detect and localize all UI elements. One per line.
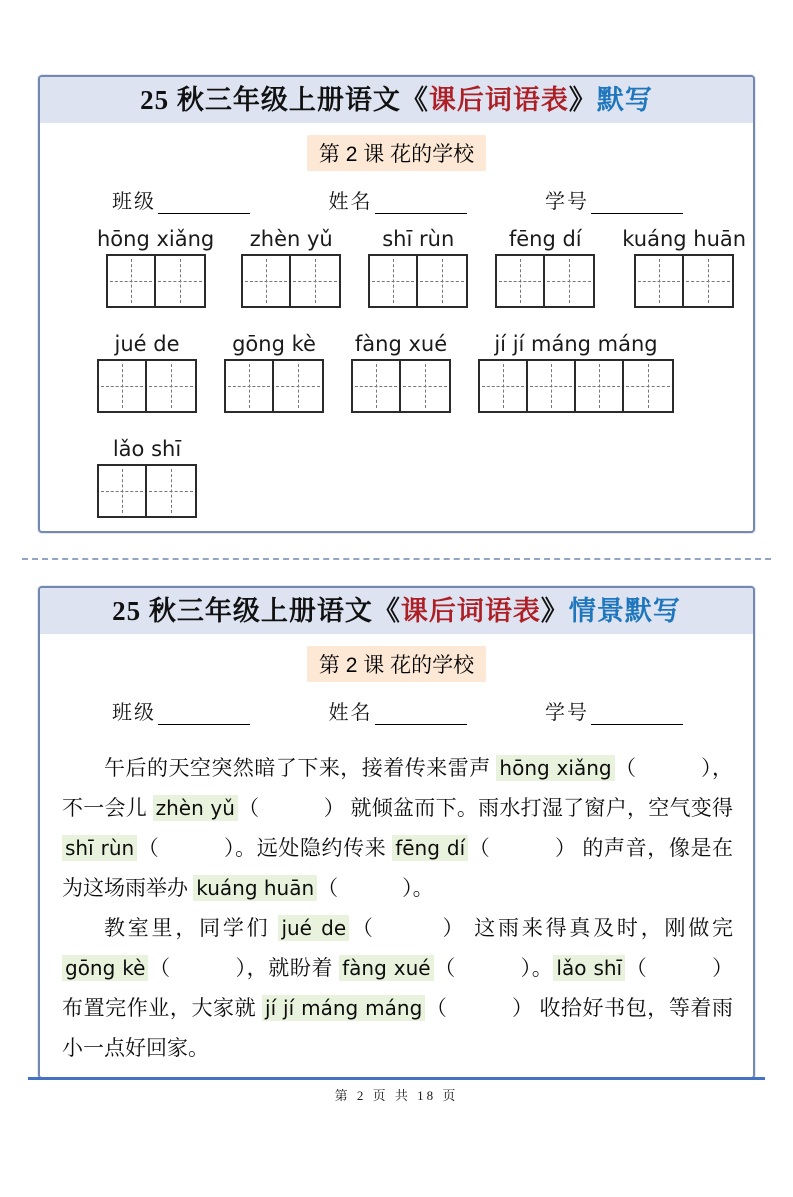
pinyin-label: hōng xiǎng: [97, 227, 215, 251]
grid-cell[interactable]: [528, 361, 576, 411]
paren-close: ）: [711, 956, 734, 980]
paren-open: （: [433, 956, 456, 980]
title-prefix: 25 秋三年级上册语文: [112, 596, 373, 626]
student-info-field: [545, 185, 683, 213]
student-info-field: [112, 696, 250, 724]
fill-in-line[interactable]: [158, 194, 250, 214]
word-row: [97, 332, 753, 413]
pinyin-label: zhèn yǔ: [249, 227, 333, 251]
book-title: 课后词语表: [428, 85, 569, 115]
pinyin-hint: jué de: [278, 915, 349, 941]
book-mark-close: 》: [568, 85, 597, 115]
passage-text: 这雨来得真及时，刚做完: [466, 916, 734, 940]
lesson-badge: 第 2 课 花的学校: [307, 646, 486, 682]
passage-text: 午后的天空突然暗了下来，接着传来雷声: [104, 756, 497, 780]
pinyin-label: jí jí máng máng: [494, 332, 658, 356]
pinyin-label: jué de: [114, 332, 180, 356]
grid-cell[interactable]: [480, 361, 528, 411]
pinyin-hint: kuáng huān: [193, 875, 317, 901]
grid-cell[interactable]: [576, 361, 624, 411]
field-label: 学号: [545, 191, 589, 213]
pinyin-hint: fēng dí: [392, 835, 468, 861]
pinyin-label: fēng dí: [508, 227, 582, 251]
book-mark-open: 《: [372, 596, 401, 626]
book-title: 课后词语表: [400, 596, 541, 626]
writing-grid: [495, 254, 595, 308]
grid-cell[interactable]: [684, 256, 732, 306]
grid-cell[interactable]: [370, 256, 418, 306]
writing-grid: [351, 359, 451, 413]
word-group: [351, 332, 451, 413]
answer-blank: [148, 956, 246, 980]
paren-open: （: [468, 836, 491, 860]
field-label: 姓名: [328, 191, 373, 213]
lesson-badge-row: [40, 646, 753, 678]
paren-close: ）: [700, 756, 713, 780]
paren-open: （: [614, 756, 637, 780]
answer-blank: [615, 756, 712, 780]
paren-close: ）: [223, 836, 236, 860]
answer-blank: [349, 916, 466, 940]
grid-cell[interactable]: [108, 256, 156, 306]
pinyin-hint: lǎo shī: [553, 955, 625, 981]
answer-blank: [425, 996, 533, 1020]
paren-open: （: [349, 916, 376, 940]
passage-text: 。: [412, 876, 434, 900]
fill-in-line[interactable]: [591, 705, 683, 725]
writing-grid: [368, 254, 468, 308]
writing-grid: [106, 254, 206, 308]
title-suffix: 默写: [596, 85, 653, 115]
passage-text: ，不一会儿: [62, 756, 734, 820]
pinyin-label: gōng kè: [232, 332, 316, 356]
grid-cell[interactable]: [147, 361, 195, 411]
passage-text: 。远处隐约传来: [235, 836, 393, 860]
answer-blank: [468, 836, 576, 860]
word-group: [241, 227, 341, 308]
answer-blank: [238, 796, 345, 820]
book-mark-close: 》: [540, 596, 569, 626]
field-label: 班级: [112, 702, 156, 724]
grid-cell[interactable]: [99, 361, 147, 411]
lesson-badge: 第 2 课 花的学校: [307, 135, 486, 171]
grid-cell[interactable]: [497, 256, 545, 306]
paren-open: （: [148, 956, 171, 980]
answer-blank: [137, 836, 235, 860]
student-info-field: [545, 696, 683, 724]
fill-in-line[interactable]: [591, 194, 683, 214]
student-info-row: [112, 185, 683, 213]
title-suffix: 情景默写: [568, 596, 681, 626]
section1-title: [40, 77, 753, 123]
writing-grid: [224, 359, 324, 413]
pinyin-hint: fàng xué: [339, 955, 434, 981]
grid-cell[interactable]: [624, 361, 672, 411]
grid-cell[interactable]: [147, 466, 195, 516]
paren-open: （: [317, 876, 339, 900]
word-row: [97, 437, 753, 518]
pinyin-label: lǎo shī: [112, 437, 182, 461]
word-group: [97, 437, 197, 518]
fill-in-line[interactable]: [375, 194, 467, 214]
field-label: 学号: [545, 702, 589, 724]
passage-text: 收拾好书包，等着雨小一点好回家。: [62, 996, 734, 1060]
writing-grid: [241, 254, 341, 308]
paren-close: ）: [511, 996, 534, 1020]
word-group: [622, 227, 746, 308]
writing-grid: [634, 254, 734, 308]
student-info-field: [329, 185, 467, 213]
writing-grid: [97, 464, 197, 518]
word-group: [97, 332, 197, 413]
passage-text: ，就盼着: [246, 956, 340, 980]
grid-cell[interactable]: [353, 361, 401, 411]
passage-paragraph: [62, 748, 733, 908]
pinyin-hint: hōng xiǎng: [496, 755, 614, 781]
passage-text: 。: [531, 956, 554, 980]
pinyin-label: fàng xué: [354, 332, 448, 356]
field-label: 姓名: [328, 702, 373, 724]
lesson-badge-row: [40, 135, 753, 167]
fill-in-line[interactable]: [375, 705, 467, 725]
student-info-row: [112, 696, 683, 724]
section-divider: [22, 558, 771, 560]
grid-cell[interactable]: [545, 256, 593, 306]
word-group: [478, 332, 674, 413]
paren-open: （: [625, 956, 648, 980]
dictation-sheet: [38, 75, 755, 533]
grid-cell[interactable]: [274, 361, 322, 411]
word-row: [97, 227, 753, 308]
section2-title: [40, 588, 753, 634]
paren-close: ）: [323, 796, 345, 820]
grid-cell[interactable]: [636, 256, 684, 306]
pinyin-hint: jí jí máng máng: [262, 995, 425, 1021]
grid-cell[interactable]: [99, 466, 147, 516]
grid-cell[interactable]: [243, 256, 291, 306]
word-grid-area: [97, 227, 753, 518]
paren-open: （: [425, 996, 448, 1020]
word-group: [495, 227, 595, 308]
pinyin-label: shī rùn: [382, 227, 455, 251]
paren-open: （: [137, 836, 160, 860]
paren-open: （: [237, 796, 260, 820]
paren-close: ）: [234, 956, 247, 980]
paren-close: ）: [554, 836, 577, 860]
pinyin-hint: gōng kè: [62, 955, 148, 981]
writing-grid: [97, 359, 197, 413]
writing-grid: [478, 359, 674, 413]
grid-cell[interactable]: [291, 256, 339, 306]
fill-in-line[interactable]: [158, 705, 250, 725]
grid-cell[interactable]: [156, 256, 204, 306]
passage-paragraph: [62, 908, 733, 1068]
passage-text: 布置完作业，大家就: [62, 996, 263, 1020]
pinyin-hint: zhèn yǔ: [153, 795, 238, 821]
answer-blank: [625, 956, 733, 980]
grid-cell[interactable]: [401, 361, 449, 411]
footer-rule: [28, 1077, 765, 1080]
page-number: 第 2 页 共 18 页: [334, 1088, 459, 1103]
passage-area: [62, 748, 733, 1068]
passage-text: 就倾盆而下。雨水打湿了窗户，空气变得: [344, 796, 734, 820]
paren-close: ）: [402, 876, 413, 900]
book-mark-open: 《: [400, 85, 429, 115]
word-group: [368, 227, 468, 308]
word-group: [224, 332, 324, 413]
paren-close: ）: [519, 956, 532, 980]
passage-text: 教室里，同学们: [104, 916, 279, 940]
answer-blank: [317, 876, 413, 900]
student-info-field: [329, 696, 467, 724]
passage-text: 的声音，像是在为这场雨举办: [62, 836, 734, 900]
student-info-field: [112, 185, 250, 213]
word-group: [97, 227, 214, 308]
grid-cell[interactable]: [226, 361, 274, 411]
title-prefix: 25 秋三年级上册语文: [140, 85, 401, 115]
paren-close: ）: [439, 916, 467, 940]
pinyin-hint: shī rùn: [62, 835, 137, 861]
pinyin-label: kuáng huān: [622, 227, 747, 251]
grid-cell[interactable]: [418, 256, 466, 306]
answer-blank: [434, 956, 532, 980]
field-label: 班级: [112, 191, 156, 213]
contextual-dictation-sheet: [38, 586, 755, 1079]
